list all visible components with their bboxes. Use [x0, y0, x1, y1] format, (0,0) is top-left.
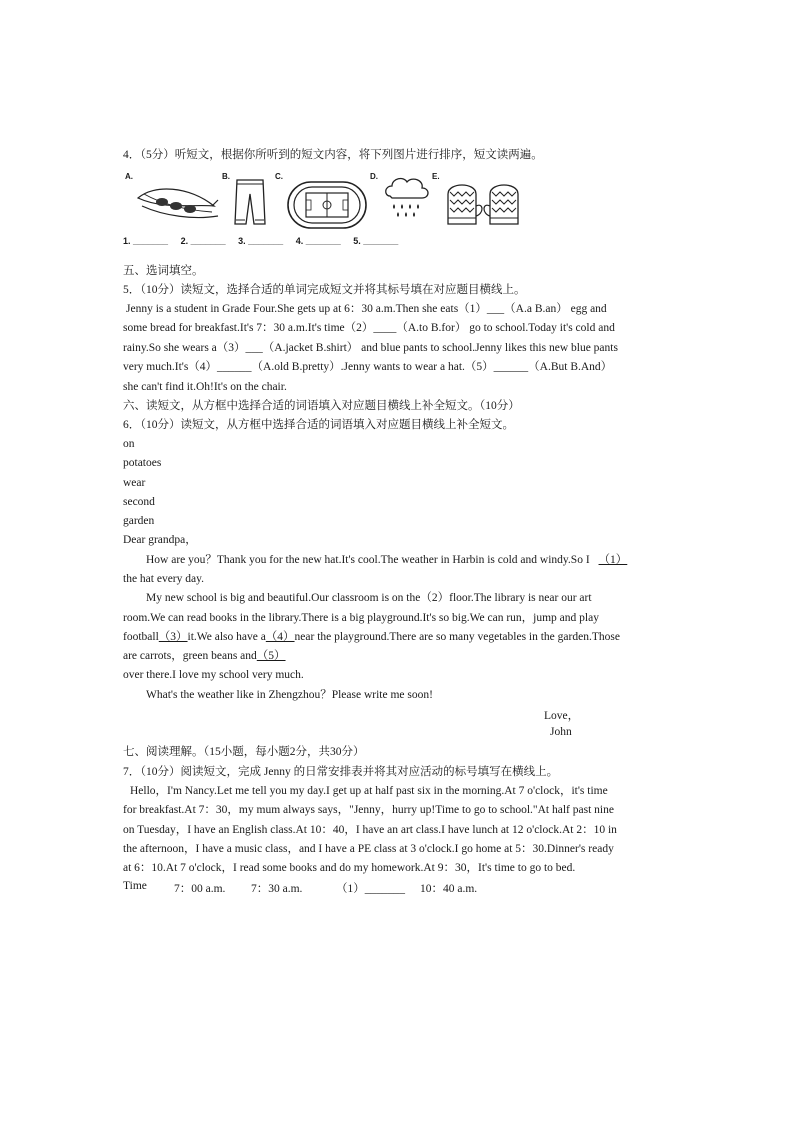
letter-p3: What's the weather like in Zhengzhou？Please write me soon!: [146, 689, 433, 701]
word-box-item: second: [123, 496, 155, 508]
q4-title: 4．（5分）听短文，根据你所听到的短文内容，将下列图片进行排序，短文读两遍。: [123, 149, 543, 161]
letter-text: near the playground.There are so many vegetables in the garden.Those: [294, 631, 620, 643]
q7-line-2: for breakfast.At 7：30，my mum always says，"Jenny，hurry up!Time to go to school."At half past nine: [123, 804, 614, 816]
word-box-item: wear: [123, 477, 146, 489]
letter-p2-line3: [123, 630, 620, 644]
pic-letter-d: D.: [370, 172, 378, 181]
answer-blank-3[interactable]: 3. _______: [238, 236, 284, 246]
stadium-icon: [286, 180, 368, 230]
answer-blank-2[interactable]: 2. _______: [180, 236, 226, 246]
q5-line-3: rainy.So she wears a（3）___（A.jacket B.shirt） and blue pants to school.Jenny likes this new blue pants: [123, 342, 618, 354]
answer-blank-4[interactable]: 4. _______: [295, 236, 341, 246]
letter-p2-line5: over there.I love my school very much.: [123, 669, 304, 681]
q5-line-2: some bread for breakfast.It's 7：30 a.m.It's time（2）____（A.to B.for） go to school.Today it's cold and: [123, 322, 615, 334]
letter-p2-line1: My new school is big and beautiful.Our classroom is on the（2）floor.The library is near our art: [146, 592, 592, 604]
section-7-heading: 七、阅读理解。（15小题，每小题2分，共30分）: [123, 746, 365, 758]
q7-line-3: on Tuesday，I have an English class.At 10：40，I have an art class.I have lunch at 12 o'clock.At 2：10 in: [123, 824, 617, 836]
schedule-cell: 7：00 a.m.: [174, 883, 226, 895]
letter-p1: [146, 553, 627, 567]
letter-p1-end: the hat every day.: [123, 573, 204, 585]
blank-4[interactable]: （4）: [265, 631, 295, 643]
q5-line-1: Jenny is a student in Grade Four.She gets up at 6：30 a.m.Then she eats（1）___（A.a B.an） egg and: [126, 303, 607, 315]
section-6-heading: 六、读短文，从方框中选择合适的词语填入对应题目横线上补全短文。（10分）: [123, 400, 520, 412]
word-box-item: garden: [123, 515, 155, 527]
pic-letter-e: E.: [432, 172, 440, 181]
letter-text: football: [123, 631, 159, 643]
pic-letter-a: A.: [125, 172, 133, 181]
answer-blank-5[interactable]: 5. _______: [353, 236, 399, 246]
letter-greeting: Dear grandpa，: [123, 534, 197, 546]
letter-p2-line2: room.We can read books in the library.There is a big playground.It's so big.We can run，jump and play: [123, 612, 599, 624]
q7-line-1: Hello，I'm Nancy.Let me tell you my day.I get up at half past six in the morning.At 7 o'clock，it's time: [130, 785, 608, 797]
q7-line-5: at 6：10.At 7 o'clock，I read some books and do my homework.At 9：30，It's time to go to bed.: [123, 862, 576, 874]
q7-title: 7．（10分）阅读短文，完成 Jenny 的日常安排表并将其对应活动的标号填写在横线上。: [123, 766, 559, 778]
q5-line-5: she can't find it.Oh!It's on the chair.: [123, 381, 287, 393]
letter-text: are carrots，green beans and: [123, 650, 257, 662]
mittens-icon: [442, 176, 526, 228]
rain-cloud-icon: [382, 174, 430, 224]
schedule-header-time: Time: [123, 880, 147, 892]
q5-title: 5．（10分）读短文，选择合适的单词完成短文并将其标号填在对应题目横线上。: [123, 284, 526, 296]
schedule-cell: 7：30 a.m.: [251, 883, 303, 895]
q6-title: 6．（10分）读短文，从方框中选择合适的词语填入对应题目横线上补全短文。: [123, 419, 514, 431]
letter-text: it.We also have a: [187, 631, 266, 643]
letter-p1-text: How are you？Thank you for the new hat.It's cool.The weather in Harbin is cold and windy.So I: [146, 554, 590, 566]
q7-line-4: the afternoon，I have a music class，and I have a PE class at 3 o'clock.I go home at 5：30.Dinner's ready: [123, 843, 614, 855]
letter-signature: John: [550, 726, 572, 738]
blank-1[interactable]: （1）: [598, 554, 628, 566]
blank-5[interactable]: （5）: [256, 650, 286, 662]
answer-blank-1[interactable]: 1. _______: [123, 236, 169, 246]
letter-closing: Love，: [544, 710, 580, 722]
pic-letter-c: C.: [275, 172, 283, 181]
schedule-blank-1[interactable]: （1）_______: [336, 883, 405, 895]
schedule-cell: 10：40 a.m.: [420, 883, 478, 895]
pic-letter-b: B.: [222, 172, 230, 181]
pants-icon: [232, 178, 268, 228]
pea-pods-icon: [134, 176, 220, 222]
q4-answer-blanks: [123, 236, 408, 246]
letter-p2-line4: [123, 649, 286, 663]
word-box-item: on: [123, 438, 135, 450]
q5-line-4: very much.It's（4）______（A.old B.pretty）.Jenny wants to wear a hat.（5）______（A.But B.And）: [123, 361, 613, 373]
blank-3[interactable]: （3）: [158, 631, 188, 643]
word-box-item: potatoes: [123, 457, 162, 469]
section-5-heading: 五、选词填空。: [123, 265, 204, 277]
